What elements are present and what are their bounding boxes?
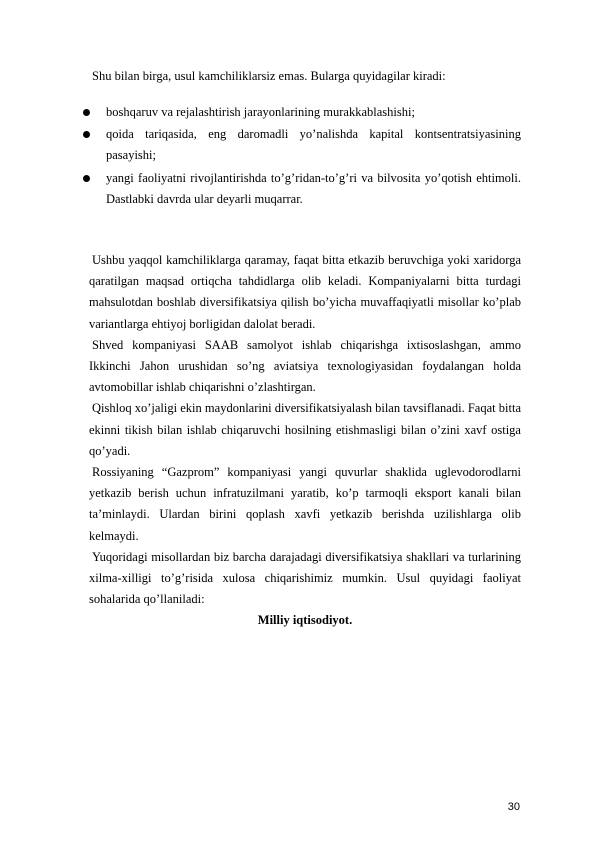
section-heading: Milliy iqtisodiyot.: [257, 613, 353, 628]
bullet-text: yangi faoliyatni rivojlantirishda to’g’ridan-to’g’ri va bilvosita yo’qotish ehtimoli. Dastlabki davrda ular deyarli muqarrar.: [106, 170, 521, 206]
bullet-dot-icon: [83, 175, 90, 182]
bullet-item: [89, 124, 521, 166]
bullet-list: [92, 102, 521, 210]
body-text: [89, 250, 521, 632]
bullet-dot-icon: [83, 109, 90, 116]
bullet-item: [89, 102, 521, 123]
bullet-item: [89, 168, 521, 210]
paragraph: Qishloq xo’jaligi ekin maydonlarini diversifikatsiyalash bilan tavsiflanadi. Faqat bitta ekinni tikish bilan ishlab chiqaruvchi hosilning etishmasligi bilan o’zini xavf ostiga qo’yadi.: [89, 401, 521, 458]
bullet-text: qoida tariqasida, eng daromadli yo’nalishda kapital kontsentratsiyasining pasayishi;: [106, 127, 521, 163]
paragraph: Yuqoridagi misollardan biz barcha darajadagi diversifikatsiya shakllari va turlarining xilma-xilligi to’g’risida xulosa chiqarishimiz mumkin. Usul quyidagi faoliyat sohalarida qo’llaniladi:: [89, 549, 521, 607]
paragraph: Ushbu yaqqol kamchiliklarga qaramay, faqat bitta etkazib beruvchiga yoki xaridorga qaratilgan maqsad ortiqcha tahdidlarga olib keladi. Kompaniyalarni bitta turdagi mahsulotdan boshlab diversifikatsiya qilish bo’yicha muvaffaqiyatli misollar ko’plab variantlarga ehtiyoj borligidan dalolat beradi.: [89, 253, 521, 331]
paragraph: Rossiyaning “Gazprom” kompaniyasi yangi quvurlar shaklida uglevodorodlarni yetkazib berish uchun infratuzilmani yaratib, ko’p tarmoqli eksport kanali bilan ta’minlaydi. Ulardan birini qoplash xavfi yetkazib berishda uzilishlarga olib kelmaydi.: [89, 465, 521, 543]
intro-block: [89, 66, 521, 87]
bullet-dot-icon: [83, 131, 90, 138]
page-number: 30: [507, 801, 520, 813]
intro-text: Shu bilan birga, usul kamchiliklarsiz emas. Bularga quyidagilar kiradi:: [92, 69, 446, 83]
paragraph: Shved kompaniyasi SAAB samolyot ishlab chiqarishga ixtisoslashgan, ammo Ikkinchi Jahon urushidan so’ng aviatsiya texnologiyasidan foydalangan holda avtomobillar ishlab chiqarishni o’zlashtirgan.: [89, 337, 521, 395]
bullet-text: boshqaruv va rejalashtirish jarayonlarining murakkablashishi;: [106, 105, 415, 119]
